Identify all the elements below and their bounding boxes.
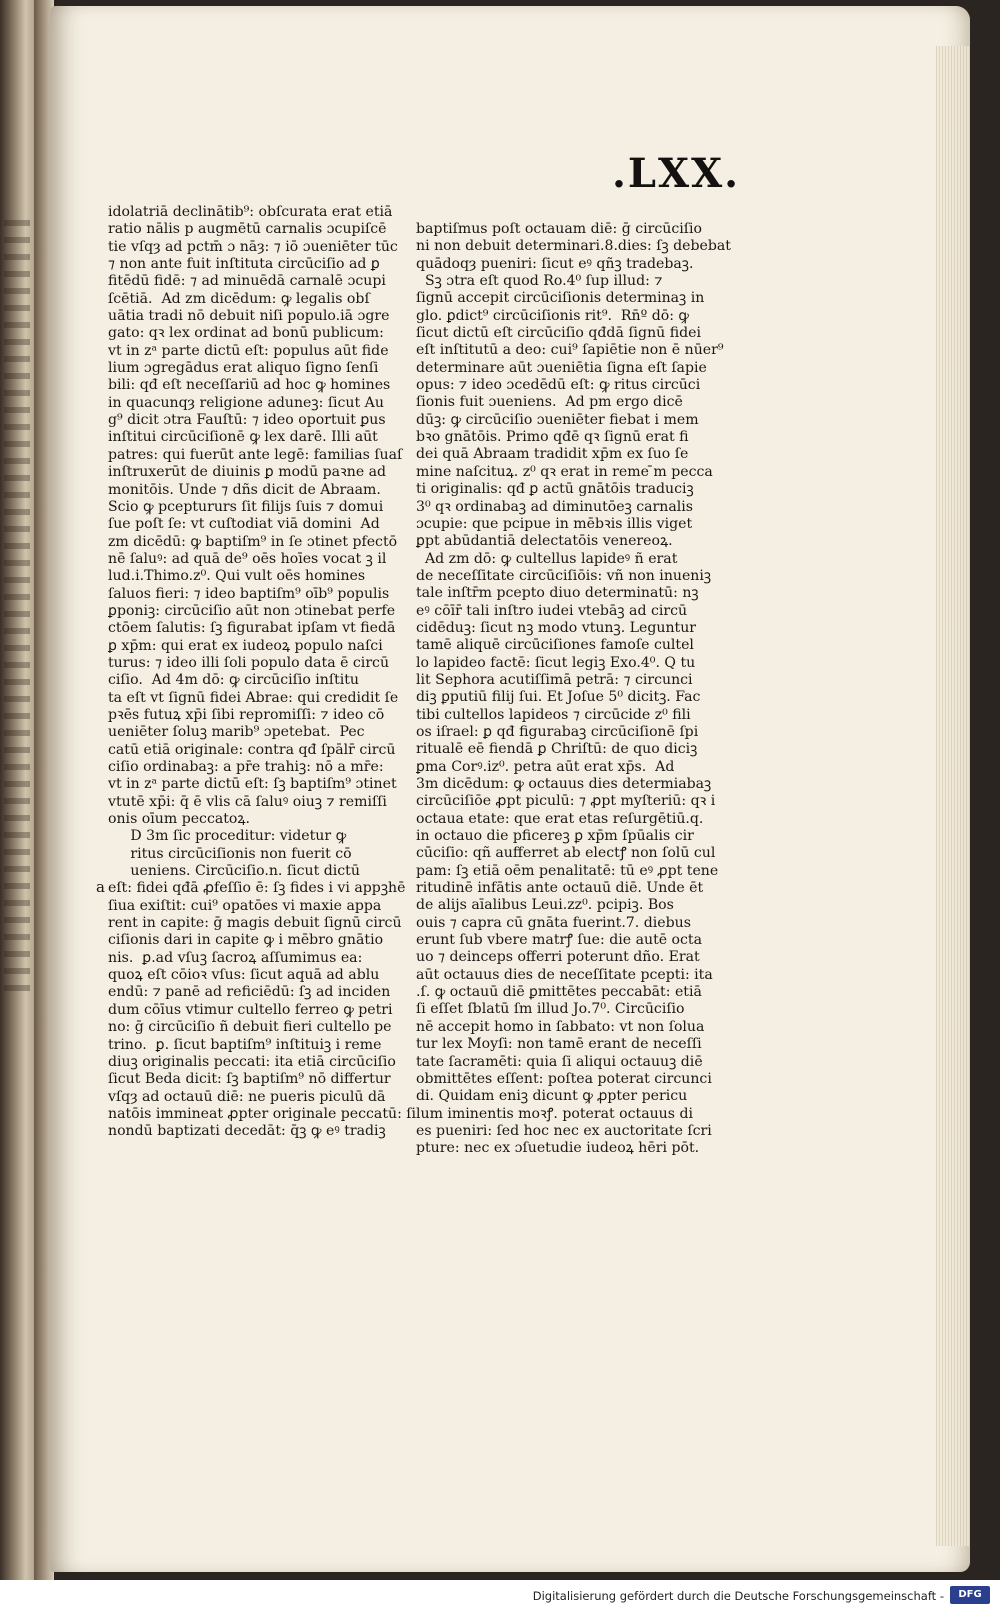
text-line: ctōem ſalutis: ſꝫ figurabat ipſam vt fiedā (108, 620, 396, 637)
facing-page-text-fragment (4, 220, 30, 1000)
text-line: lum iminentis moꝛꝭ. poterat octauus di (416, 1105, 693, 1122)
text-line: eſt inſtitutū a deo: cui⁹ ſapiētie non ē nūer⁹ (416, 342, 724, 359)
text-line: ꝑpt abūdantiā delectatōis venereoꝝ. (416, 533, 673, 550)
text-line: 3m dicēdum: ꝙ octauus dies determiabaꝫ (416, 776, 712, 792)
text-line: ſcētiā. Ad zm dicēdum: ꝙ legalis obſ (108, 290, 370, 307)
text-line: ſue poſt ſe: vt cuſtodiat viā domini Ad (108, 516, 380, 533)
text-line: nondū baptizati decedāt: q̄ꝫ ꝙ eꝰ tradiꝫ (108, 1123, 386, 1140)
text-line: determinare aūt ɔueniētia ſigna eſt ſapie (416, 359, 707, 376)
text-line: tale inſtr̄m pcepto diuo determinatū: nꝫ (416, 585, 699, 602)
text-line: lium ɔgregādus erat aliquo ſigno ſenſi (108, 360, 379, 377)
text-line: nē ſaluꝰ: ad quā de⁹ oēs hoīes vocat ꝫ il (108, 550, 387, 567)
text-line: Sꝫ ɔtra eſt quod Ro.4⁰ ſup illud: ⁊ (416, 273, 663, 290)
text-line: de neceſſitate circūciſiōis: vñ non inueniꝫ (416, 567, 712, 584)
text-line: es pueniri: ſed hoc nec ex auctoritate ſcri (416, 1122, 712, 1139)
text-line: pꝛēs futuꝝ xp̄i ſibi repromiſſi: ⁊ ideo cō (108, 706, 385, 723)
text-line: dei quā Abraam tradidit xp̄m ex ſuo ſe (416, 446, 689, 463)
text-line: g⁹ dicit ɔtra Fauſtū: ⁊ ideo oportuit ꝑus (108, 412, 386, 429)
text-line: inſtitui circūciſionē ꝙ lex darē. Illi aūt (108, 429, 378, 446)
text-line: 3⁰ qꝛ ordinabaꝫ ad diminutōeꝫ carnalis (416, 498, 694, 515)
text-line: ueniens. Circūciſio.n. ſicut dictū (108, 863, 360, 880)
text-line: ſicut dictū eſt circūciſio qđdā ſignū fidei (416, 325, 701, 342)
text-line: vſqȝ ad octauū diē: ne pueris piculū dā (108, 1088, 386, 1105)
text-line: baptiſmus poſt octauam diē: ḡ circūciſio (416, 221, 702, 237)
text-line: trino. ꝑ. ſicut baptiſm⁹ inſtituiꝫ i reme (108, 1036, 382, 1053)
text-line: turus: ⁊ ideo illi ſoli populo data ē circū (108, 654, 390, 671)
text-line: idolatriā declinātib⁹: obſcurata erat etiā (108, 204, 393, 220)
text-line: ſionis fuit ɔueniens. Ad pm ergo dicē (416, 394, 683, 411)
text-line: pture: nec ex ɔſuetudie iudeoꝝ hēri pōt. (416, 1140, 700, 1157)
text-line: rent in capite: ḡ magis debuit ſignū circū (108, 915, 402, 932)
text-line: Scio ꝙ pceptururs ſit filijs ſuis ⁊ domui (108, 498, 384, 515)
text-line: ciſio. Ad 4m dō: ꝙ circūciſio inſtitu (108, 672, 360, 689)
text-line: tie vſqȝ ad pctm̄ ɔ nāȝ: ⁊ iō ɔueniēter tūc (108, 238, 398, 255)
text-line: inſtruxerūt de diuinis ꝑ modū paꝛne ad (108, 464, 387, 481)
text-line: erunt ſub vbere matrꝭ ſue: die autē octa (416, 932, 703, 949)
text-line: obmittētes eſſent: poſtea poterat circunci (416, 1070, 712, 1087)
text-line: ritus circūciſionis non fuerit cō (108, 845, 352, 862)
text-line: ueniēter ſoluꝫ marib⁹ ɔpetebat. Pec (108, 724, 365, 741)
text-line: patres: qui fuerūt ante legē: familias ſuaſ (108, 446, 403, 463)
text-line: natōis immineat ꝓpter originale peccatū: ſi (108, 1105, 417, 1122)
text-line: nē accepit homo in ſabbato: vt non ſolua (416, 1018, 705, 1035)
text-line: ouis ⁊ capra cū gnāta fuerint.7. diebus (416, 914, 691, 931)
text-line: Ad zm dō: ꝙ cultellus lapideꝰ ñ erat (416, 550, 678, 567)
text-line: quoꝝ eſt cōioꝛ vſus: ſicut aquā ad ablu (108, 967, 380, 984)
text-line: .ſ. ꝙ octauū diē ꝑmittētes peccabāt: etiā (416, 984, 702, 1001)
text-line: aūt octauus dies de neceſſitate pcepti: ita (416, 966, 713, 983)
text-line: diꝫ ꝑputiū filij ſui. Et Joſue 5⁰ dicitꝫ. Fac (416, 689, 701, 706)
text-line: tibi cultellos lapideos ⁊ circūcide z⁰ fili (416, 706, 691, 723)
text-line: no: ḡ circūciſio ñ debuit fieri cultello pe (108, 1019, 392, 1036)
text-line: ſaluos fieri: ⁊ ideo baptiſm⁹ oīb⁹ populis (108, 585, 390, 602)
text-line: endū: ⁊ panē ad reficiēdū: ſꝫ ad inciden (108, 984, 391, 1001)
text-line: ciſio ordinabaꝫ: a pr̄e trahiꝫ: nō a mr̄e: (108, 759, 384, 775)
right-text-column (416, 221, 731, 1158)
text-line: lit Sephora acutiſſimā petrā: ⁊ circunci (416, 671, 693, 688)
text-line: monitōis. Unde ⁊ dñs dicit de Abraam. (108, 481, 381, 498)
text-line: ſignū accepit circūciſionis determinaꝫ in (416, 290, 705, 307)
text-line: ⁊ non ante fuit inſtituta circūciſio ad ꝑ (108, 256, 380, 273)
text-line: ꝑponiꝫ: circūciſio aūt non ɔtinebat perfe (108, 602, 396, 619)
text-line: ta eſt vt ſignū fidei Abrae: qui credidit ſe (108, 689, 399, 706)
text-line: gato: qꝛ lex ordinat ad bonū publicum: (108, 325, 384, 342)
text-line: diuꝫ originalis peccati: ita etiā circūciſio (108, 1053, 396, 1070)
text-line: ciſionis dari in capite ꝙ i mēbro gnātio (108, 932, 384, 949)
text-line: cidēduꝫ: ſicut nꝫ modo vtunꝫ. Leguntur (416, 619, 697, 636)
folio-number: .LXX. (612, 150, 741, 197)
text-line: di. Quidam eniꝫ dicunt ꝙ ꝓpter pericu (416, 1088, 688, 1105)
text-line: uātia tradi nō debuit niſi populo.iā ɔgre (108, 308, 390, 325)
text-line: vt in zᵃ parte dictū eſt: populus aūt fide (108, 342, 389, 359)
text-line: pam: ſꝫ etiā oēm penalitatē: tū eꝰ ꝓpt tene (416, 862, 719, 879)
text-line: eſt: fidei qđā ꝓfeſſio ē: ſꝫ fides i vi appꝫhē (108, 880, 406, 897)
text-line: ti originalis: qđ ꝑ actū gnātōis traduciꝫ (416, 481, 694, 498)
text-line: quādoqȝ pueniri: ſicut eꝰ qñꝫ tradebaꝫ. (416, 255, 694, 272)
text-line: ritualē eē fiendā ꝑ Chriſtū: de quo diciꝫ (416, 741, 698, 758)
text-line: onis oīum peccatoꝝ. (108, 811, 251, 828)
footer-bar (0, 1580, 1000, 1612)
text-line: ſicut Beda dicit: ſꝫ baptiſm⁹ nō differtur (108, 1071, 391, 1088)
text-line: ratio nālis p augmētū carnalis ɔcupiſcē (108, 221, 387, 238)
text-line: opus: ⁊ ideo ɔcedēdū eſt: ꝙ ritus circūci (416, 377, 701, 394)
text-line: lud.i.Thimo.z⁰. Qui vult oēs homines (108, 568, 366, 585)
text-line: mine naſcituꝝ. z⁰ qꝛ erat in reme ̄m pecca (416, 463, 713, 480)
text-line: vtutē xp̄i: q̄ ē vlis cā ſaluꝰ oiuꝫ ⁊ remiſſi (108, 793, 387, 810)
text-line: ſi eſſet ſblatū ſm illud Jo.7⁰. Circūciſio (416, 1001, 685, 1018)
text-line: zm dicēdū: ꝙ baptiſm⁹ in ſe ɔtinet pfectō (108, 533, 398, 550)
text-line: ɔcupie: que pcipue in mēbꝛis illis viget (416, 515, 693, 532)
text-line: uo ⁊ deinceps offerri poterunt dño. Erat (416, 949, 700, 966)
text-line: ritudinē infātis ante octauū diē. Unde ēt (416, 880, 704, 897)
text-line: tate ſacramēti: quia ſi aliqui octauuꝫ diē (416, 1053, 703, 1070)
text-line: bꝛo gnātōis. Primo qđē qꝛ ſignū erat fi (416, 429, 689, 446)
text-line: ꝑ xp̄m: qui erat ex iudeoꝝ populo naſci (108, 637, 383, 654)
text-line: catū etiā originale: contra qđ ſpālr̄ circū (108, 741, 396, 758)
left-text-column (108, 204, 417, 1141)
text-line: octaua etate: que erat etas reſurgētiū.q. (416, 810, 704, 827)
text-line: os iſrael: ꝑ qđ figurabaꝫ circūciſionē ſpi (416, 723, 699, 740)
text-line: cūciſio: qñ aufferret ab electꝭ non ſolū cul (416, 845, 716, 862)
text-line: dum cōīus vtimur cultello ferreo ꝙ petri (108, 1001, 393, 1018)
margin-letter: a (96, 878, 105, 896)
text-line: vt in zᵃ parte dictū eſt: ſꝫ baptiſm⁹ ɔtinet (108, 776, 397, 793)
text-line: de alijs aīalibus Leui.zz⁰. pcipiꝫ. Bos (416, 897, 674, 914)
funding-credit: Digitalisierung gefördert durch die Deutsche Forschungsgemeinschaft - (532, 1589, 944, 1603)
text-line: ni non debuit determinari.8.dies: ſꝫ debebat (416, 238, 731, 255)
text-line: D 3m ſic proceditur: videtur ꝙ (108, 828, 347, 845)
text-line: eꝰ cōīr̄ tali inſtro iudei vtebāꝫ ad circū (416, 602, 688, 619)
text-line: circūciſiōe ꝓpt piculū: ⁊ ꝓpt myſteriū: qꝛ i (416, 793, 716, 810)
text-line: bili: qđ eſt neceſſariū ad hoc ꝙ homines (108, 377, 391, 394)
text-line: tur lex Moyſi: non tamē erant de neceſſi (416, 1036, 702, 1053)
text-line: nis. ꝑ.ad vſuꝫ ſacroꝝ aſſumimus ea: (108, 949, 363, 966)
text-line: in quacunqȝ religione aduneꝫ: ſicut Au (108, 394, 384, 411)
text-line: fitēdū fidē: ⁊ ad minuēdā carnalē ɔcupi (108, 273, 386, 290)
text-line: dūꝫ: ꝙ circūciſio ɔueniēter fiebat i mem (416, 411, 699, 428)
dfg-logo: DFG (950, 1586, 990, 1604)
text-line: glo. ꝑdict⁹ circūciſionis rit⁹. Rn̄º dō: ꝙ (416, 307, 690, 324)
text-line: tamē aliquē circūciſiones famoſe cultel (416, 637, 694, 654)
text-line: lo lapideo factē: ſicut legiꝫ Exo.4⁰. Q tu (416, 654, 696, 671)
text-line: in octauo die pficereꝫ ꝑ xp̄m ſpūalis cir (416, 828, 694, 845)
text-line: ꝑma Corꝰ.iz⁰. petra aūt erat xp̄s. Ad (416, 758, 675, 775)
page-block-edge (936, 46, 970, 1546)
text-line: ſiua exiſtit: cui⁹ opatōes vi maxie appa (108, 897, 382, 914)
facing-page-edge (0, 0, 34, 1580)
